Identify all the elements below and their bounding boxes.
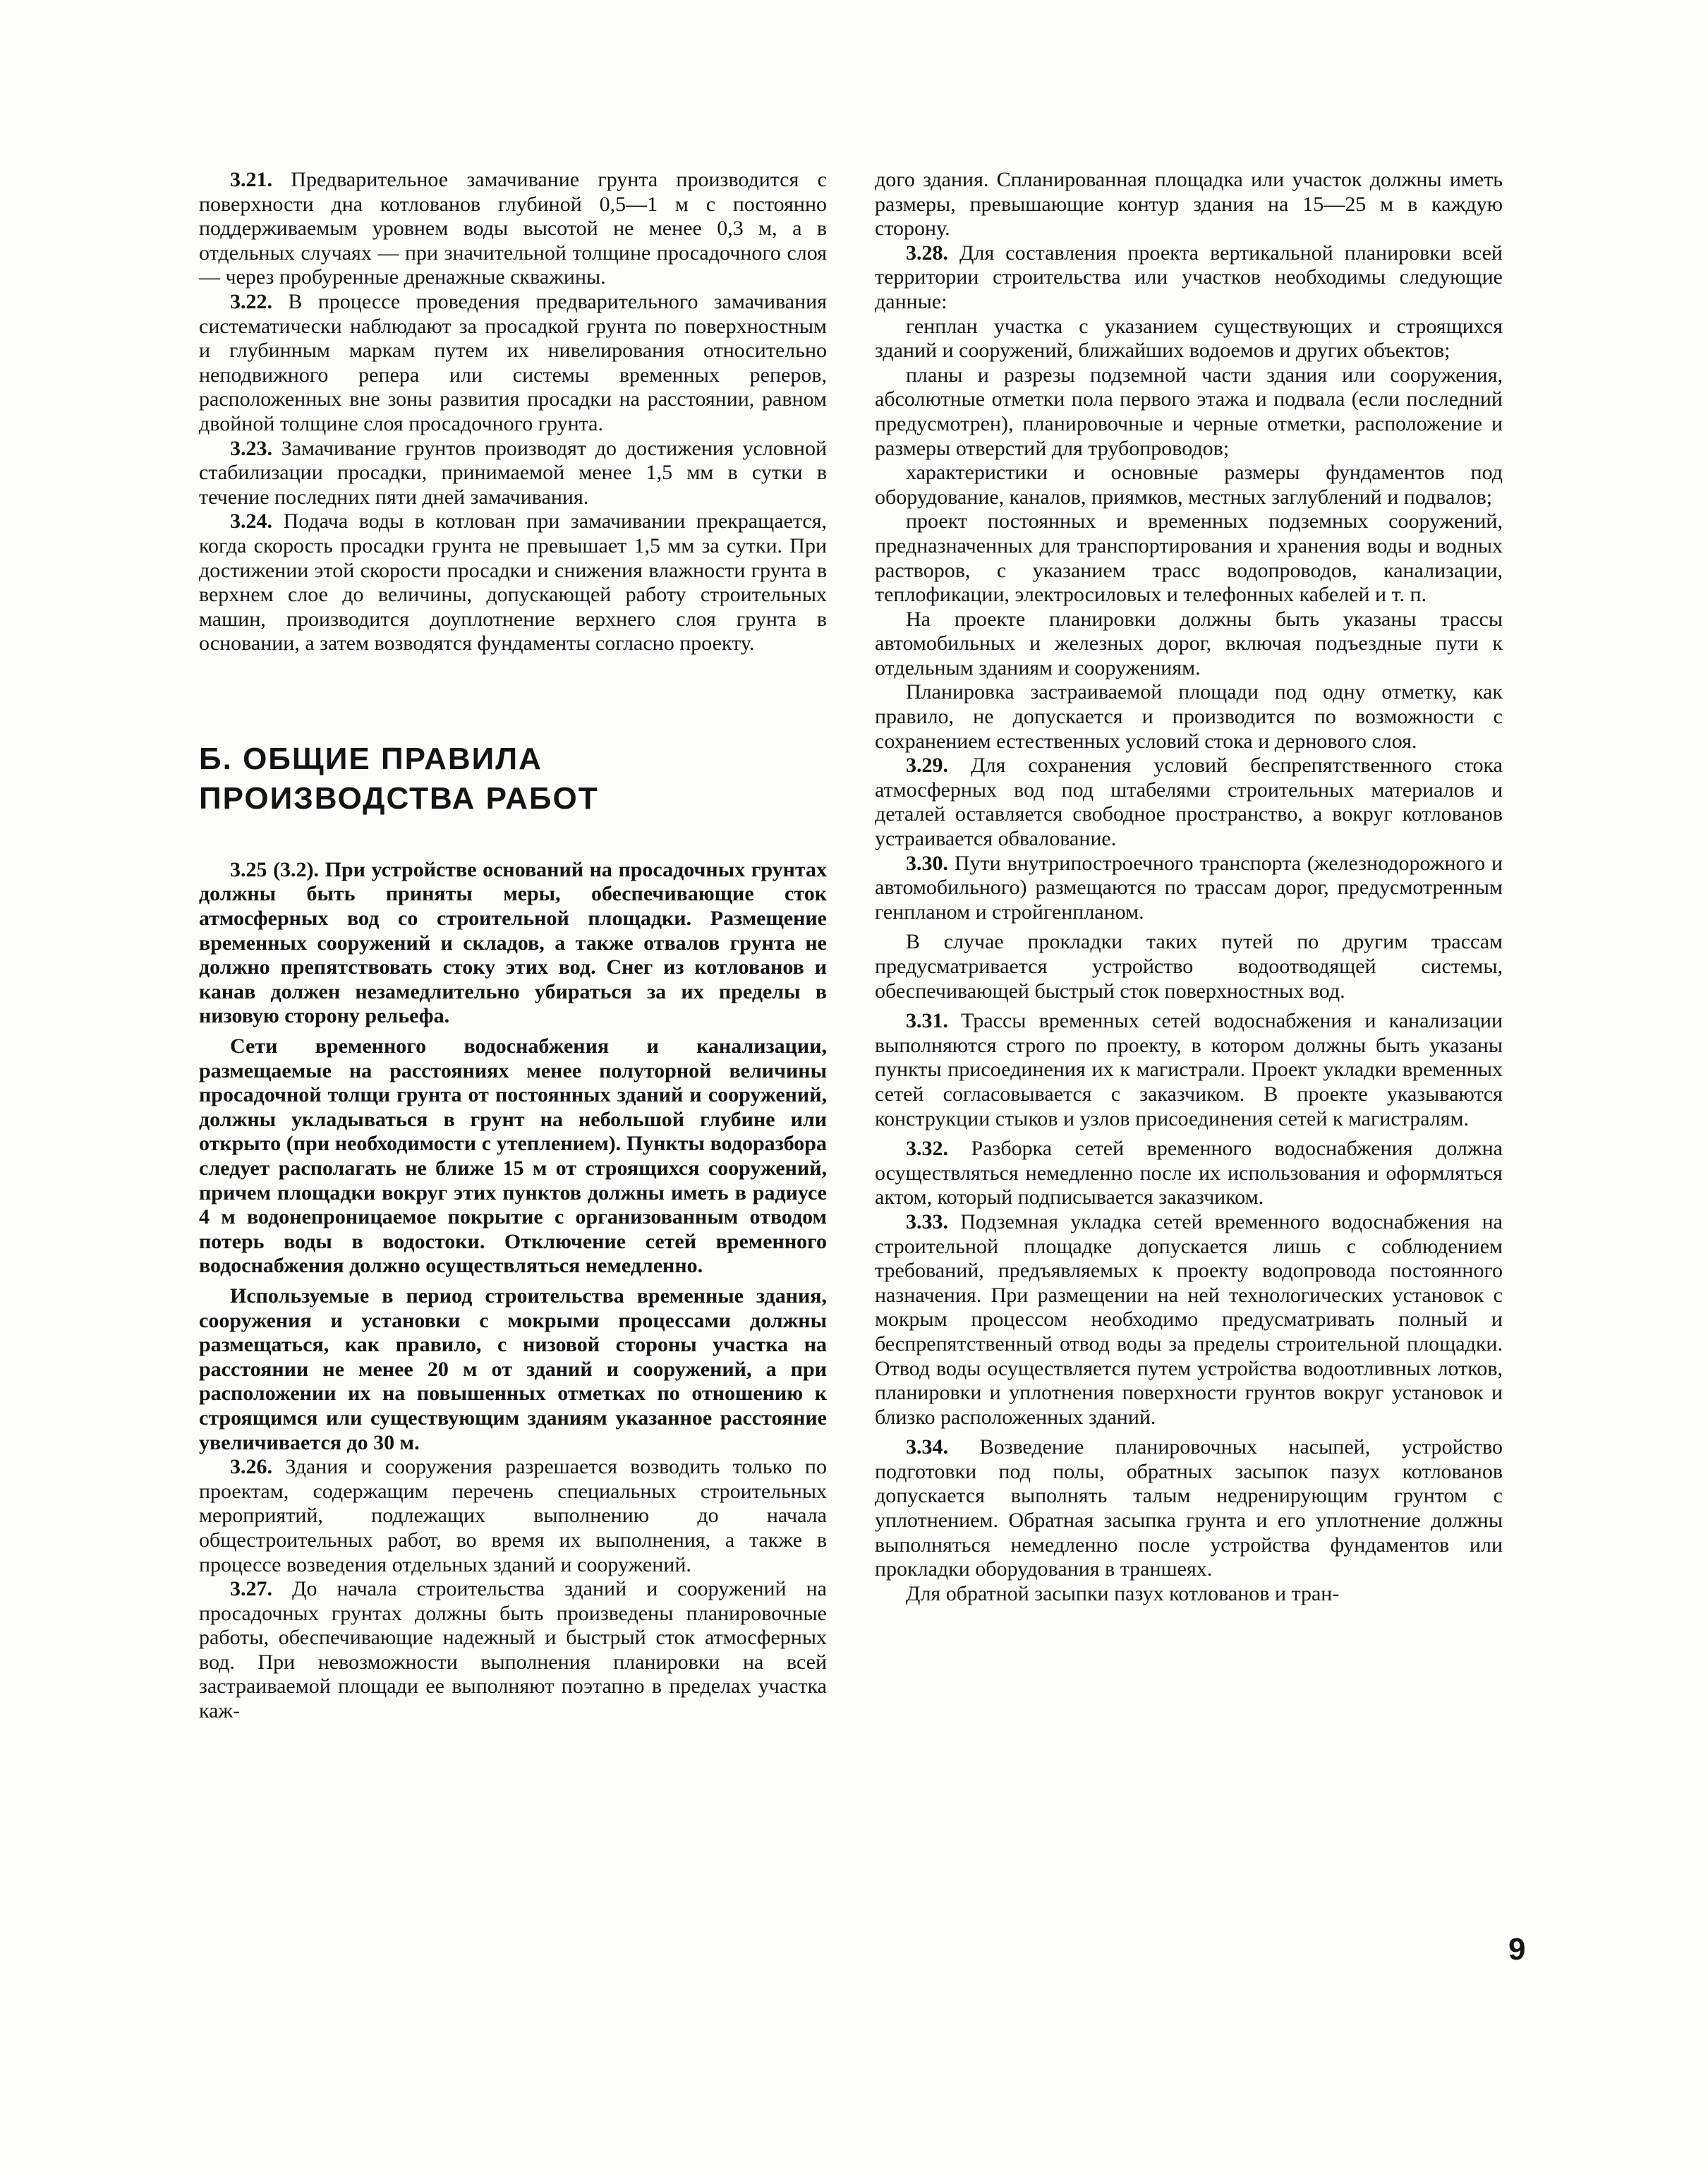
clause-number: 3.32. bbox=[906, 1137, 948, 1161]
clause-text: Возведение планировочных насыпей, устройство подготовки под полы, обратных засыпок пазух котлованов допускается выполнять талым недренирующим грунтом с уплотнением. Обратная засыпка грунта и его уплотнение должны выполняться немедленно после устройства фундаментов или прокладки оборудования в траншеях. bbox=[875, 1435, 1503, 1581]
clause-number: 3.26. bbox=[230, 1455, 272, 1479]
paragraph-3-32 bbox=[875, 1137, 1503, 1210]
paragraph-3-34-backfill: Для обратной засыпки пазух котлованов и тран- bbox=[906, 1581, 1340, 1605]
paragraph-3-25-water-supply: Сети временного водоснабжения и канализации, размещаемые на расстояниях менее полуторной величины просадочной толщи грунта от постоянных зданий и сооружений, должны укладываться в грунт на небольшой глубине или открыто (при необходимости с утеплением). Пункты водоразбора следует располагать не ближе 15 м от строящихся сооружений, причем площадки вокруг этих пунктов должны иметь в радиусе 4 м водонепроницаемое покрытие с организованным отводом потерь воды в водостоки. Отключение сетей временного водоснабжения должно осуществляться немедленно. bbox=[199, 1034, 827, 1278]
paragraph-3-30-other-routes: В случае прокладки таких путей по другим трассам предусматривается устройство водоотводящей системы, обеспечивающей быстрый сток поверхностных вод. bbox=[875, 930, 1503, 1003]
paragraph-3-25 bbox=[199, 858, 827, 1029]
clause-text: Для сохранения условий беспрепятственного стока атмосферных вод под штабелями строительных материалов и деталей оставляется свободное пространство, а вокруг котлованов устраивается обвалование. bbox=[875, 754, 1503, 851]
list-item-underground-structures: проект постоянных и временных подземных сооружений, предназначенных для транспортирования и хранения воды и водных растворов, с указанием трасс водопроводов, канализации, теплофикации, электросиловых и телефонных кабелей и т. п. bbox=[875, 509, 1503, 607]
page-number: 9 bbox=[1508, 1932, 1526, 1967]
clause-text: Подземная укладка сетей временного водоснабжения на строительной площадке допускается лишь с соблюдением требований, предъявляемых к проекту водопровода постоянного назначения. При размещении на ней технологических установок с мокрым процессом необходимо предусматривать полный и беспрепятственный отвод воды за пределы строительной площадки. Отвод воды осуществляется путем устройства водоотливных лотков, планировки и уплотнения поверхности грунтов вокруг установок и близко расположенных зданий. bbox=[875, 1209, 1503, 1429]
clause-number: 3.28. bbox=[906, 241, 948, 265]
clause-number: 3.24. bbox=[230, 509, 272, 533]
list-item-foundations: характеристики и основные размеры фундаментов под оборудование, каналов, приямков, местных заглублений и подвалов; bbox=[875, 461, 1503, 509]
paragraph-3-28-roads: На проекте планировки должны быть указаны трассы автомобильных и железных дорог, включая подъездные пути к отдельным зданиям и сооружениям. bbox=[875, 607, 1503, 680]
clause-number: 3.31. bbox=[906, 1009, 948, 1033]
paragraph-3-33 bbox=[875, 1210, 1503, 1430]
clause-text: В процессе проведения предварительного замачивания систематически наблюдают за просадкой грунта по поверхностным и глубинным маркам путем их нивелирования относительно неподвижного репера или системы временных реперов, расположенных вне зоны развития просадки на расстоянии, равном двойной толщине слоя просадочного грунта. bbox=[199, 289, 827, 435]
clause-text: Пути внутрипостроечного транспорта (железнодорожного и автомобильного) размещаются по трассам дорог, предусмотренным генпланом и стройгенпланом. bbox=[875, 851, 1503, 924]
list-item-plans-sections: планы и разрезы подземной части здания или сооружения, абсолютные отметки пола первого этажа и подвала (если последний предусмотрен), планировочные и черные отметки, расположение и размеры отверстий для трубопроводов; bbox=[875, 363, 1503, 460]
clause-number: 3.30. bbox=[906, 851, 948, 875]
clause-text: Для составления проекта вертикальной планировки всей территории строительства или участков необходимы следующие данные: bbox=[875, 241, 1503, 313]
paragraph-3-24 bbox=[199, 509, 827, 656]
paragraph-3-27-continued: дого здания. Спланированная площадка или участок должны иметь размеры, превышающие контур здания на 15—25 м в каждую сторону. bbox=[875, 168, 1503, 241]
paragraph-3-28-grading: Планировка застраиваемой площади под одну отметку, как правило, не допускается и производится по возможности с сохранением естественных условий стока и дернового слоя. bbox=[875, 680, 1503, 753]
clause-text: Подача воды в котлован при замачивании прекращается, когда скорость просадки грунта не превышает 1,5 мм за сутки. При достижении этой скорости просадки и снижения влажности грунта в верхнем слое до величины, допускающей работу строительных машин, производится доуплотнение верхнего слоя грунта в основании, а затем возводятся фундаменты согласно проекту. bbox=[199, 509, 828, 656]
section-heading-line-2: ПРОИЗВОДСТВА РАБОТ bbox=[199, 780, 599, 816]
paragraph-3-34 bbox=[875, 1435, 1503, 1582]
section-heading-line-1: Б. ОБЩИЕ ПРАВИЛА bbox=[199, 741, 543, 776]
clause-text: До начала строительства зданий и сооружений на просадочных грунтах должны быть произведены планировочные работы, обеспечивающие надежный и быстрый сток атмосферных вод. При невозможности выполнения планировки на всей застраиваемой площади ее выполняют поэтапно в пределах участка каж- bbox=[199, 1577, 827, 1723]
paragraph-3-21 bbox=[199, 168, 827, 290]
clause-number: 3.33. bbox=[906, 1209, 948, 1233]
paragraph-3-22 bbox=[199, 290, 827, 437]
clause-number: 3.25 (3.2). bbox=[230, 857, 320, 881]
clause-text: При устройстве оснований на просадочных грунтах должны быть приняты меры, обеспечивающие сток атмосферных вод со строительной площадки. Размещение временных сооружений и складов, а также отвалов грунта не должно препятствовать стоку этих вод. Снег из котлованов и канав должен незамедлительно убираться за их пределы в низовую сторону рельефа. bbox=[199, 857, 828, 1028]
paragraph-3-31 bbox=[875, 1009, 1503, 1131]
clause-number: 3.23. bbox=[230, 436, 272, 460]
paragraph-3-25-wet-processes: Используемые в период строительства временные здания, сооружения и установки с мокрыми процессами должны размещаться, как правило, с низовой стороны участка на расстоянии не менее 20 м от зданий и сооружений, а при расположении их на повышенных отметках по отношению к строящимся или существующим зданиям указанное расстояние увеличивается до 30 м. bbox=[199, 1284, 827, 1454]
section-heading bbox=[199, 740, 827, 819]
paragraph-3-28 bbox=[875, 241, 1503, 315]
clause-text: Предварительное замачивание грунта производится с поверхности дна котлованов глубиной 0,5—1 м с постоянно поддерживаемым уровнем воды высотой не менее 0,3 м, а в отдельных случаях — при значительной толщине просадочного слоя — через пробуренные дренажные скважины. bbox=[199, 168, 827, 289]
paragraph-3-30 bbox=[875, 852, 1503, 925]
paragraph-3-26 bbox=[199, 1455, 827, 1577]
clause-text: Трассы временных сетей водоснабжения и канализации выполняются строго по проекту, в котором должны быть указаны пункты присоединения их к магистрали. Проект укладки временных сетей согласовывается с заказчиком. В проекте указываются конструкции стыков и узлов присоединения сетей к магистралям. bbox=[875, 1009, 1503, 1130]
clause-text: Замачивание грунтов производят до достижения условной стабилизации просадки, принимаемой менее 1,5 мм в сутки в течение последних пяти дней замачивания. bbox=[199, 436, 828, 509]
list-item-genplan: генплан участка с указанием существующих и строящихся зданий и сооружений, ближайших водоемов и других объектов; bbox=[875, 314, 1503, 363]
clause-number: 3.29. bbox=[906, 754, 948, 778]
clause-text: Разборка сетей временного водоснабжения должна осуществляться немедленно после их использования и оформляться актом, который подписывается заказчиком. bbox=[875, 1137, 1503, 1209]
clause-number: 3.34. bbox=[906, 1435, 948, 1459]
paragraph-3-23 bbox=[199, 437, 827, 510]
right-column bbox=[875, 168, 1503, 1606]
paragraph-3-27 bbox=[199, 1577, 827, 1724]
left-column bbox=[199, 168, 827, 1724]
clause-number: 3.22. bbox=[230, 289, 272, 313]
clause-number: 3.21. bbox=[230, 168, 272, 191]
clause-text: Здания и сооружения разрешается возводить только по проектам, содержащим перечень специальных строительных мероприятий, подлежащих выполнению до начала общестроительных работ, во время их выполнения, а также в процессе возведения отдельных зданий и сооружений. bbox=[199, 1455, 827, 1576]
clause-number: 3.27. bbox=[230, 1577, 272, 1601]
paragraph-3-29 bbox=[875, 754, 1503, 851]
